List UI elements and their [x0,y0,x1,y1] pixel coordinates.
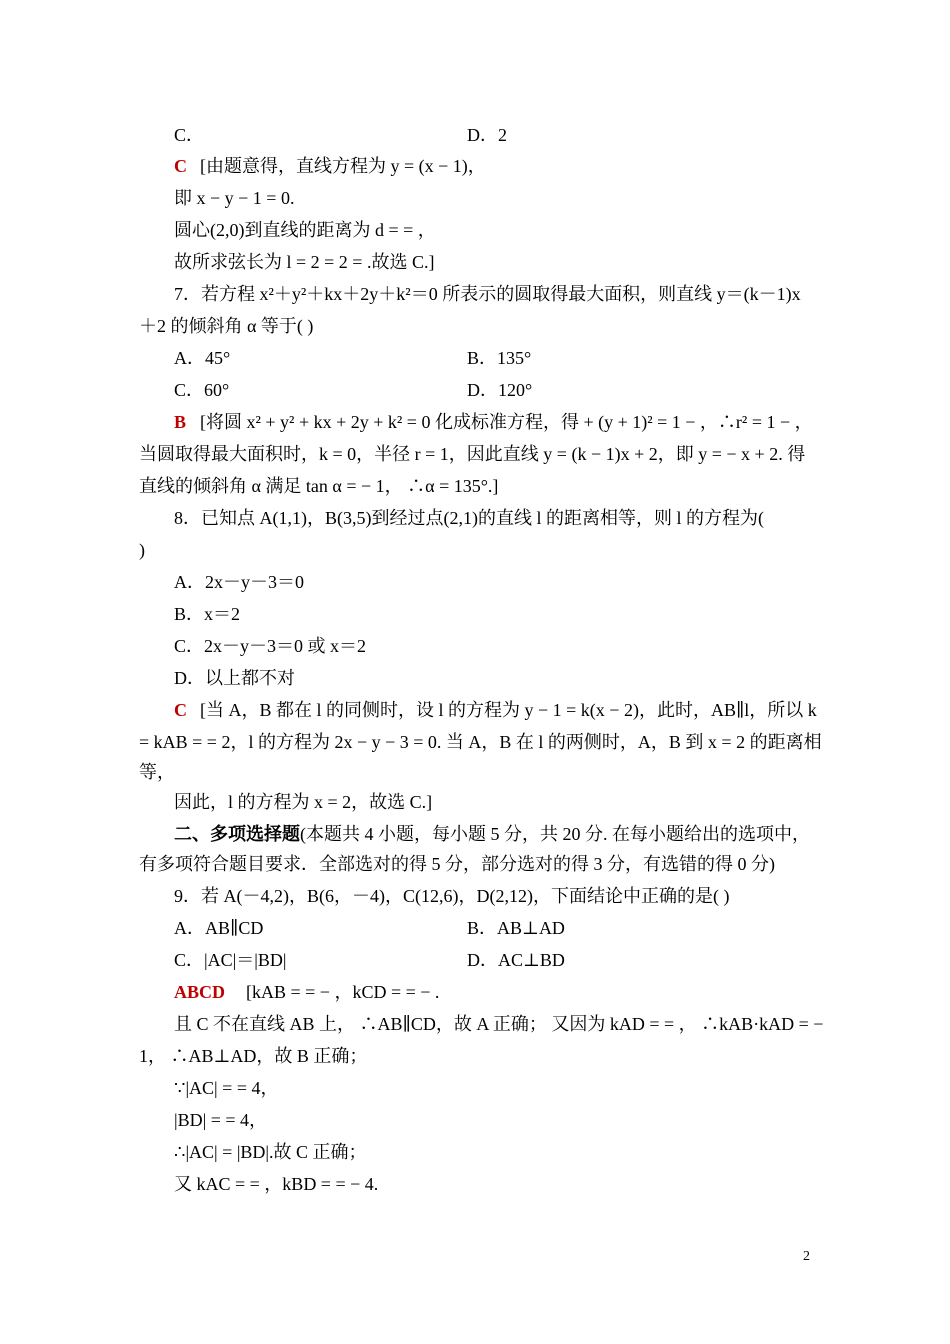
text-segment: D．120° [467,380,533,400]
text-segment: D．AC⊥BD [467,950,565,970]
text-segment: ) [139,540,145,560]
text-segment: C． [174,125,205,145]
text-line [0,120,950,150]
text-segment: 因此，l 的方程为 x = 2，故选 C.] [174,792,433,812]
text-line [0,727,950,757]
text-line [0,1073,950,1103]
text-segment: C．60° [174,380,230,400]
text-segment: 有多项符合题目要求．全部选对的得 5 分，部分选对的得 3 分，有选错的得 0 分) [139,854,775,874]
text-segment: (本题共 4 小题，每小题 5 分，共 20 分. 在每小题给出的选项中， [300,824,810,844]
text-line [0,311,950,341]
text-segment: 9．若 A(－4,2)，B(6，－4)，C(12,6)，D(2,12)，下面结论中正确的是( ) [174,886,730,906]
text-line [0,439,950,469]
text-segment: 故所求弦长为 l = 2 = 2 = .故选 C.] [174,252,435,272]
text-segment: ＋2 的倾斜角 α 等于( ) [139,316,314,336]
text-line [0,945,950,975]
text-segment: 圆心(2,0)到直线的距离为 d = = ， [174,220,436,240]
text-segment: 等， [139,762,175,782]
text-segment: 且 C 不在直线 AB 上， ∴AB∥CD，故 A 正确； 又因为 kAD = = ， ∴kAB·kAD = − [174,1014,824,1034]
text-segment: ∴|AC| = |BD|.故 C 正确； [174,1142,367,1162]
text-line [0,1137,950,1167]
text-segment: [当 A，B 都在 l 的同侧时，设 l 的方程为 y − 1 = k(x − 2)，此时，AB∥l，所以 k [200,700,817,720]
text-segment: C．2x－y－3＝0 或 x＝2 [174,636,367,656]
text-line [0,151,950,181]
text-segment: 当圆取得最大面积时，k = 0，半径 r = 1，因此直线 y = (k − 1)x + 2，即 y = − x + 2. 得 [139,444,806,464]
text-line [0,1009,950,1039]
text-line [0,849,950,879]
text-line [0,757,950,787]
text-line [0,1105,950,1135]
text-line [0,819,950,849]
text-segment: C．|AC|＝|BD| [174,950,287,970]
text-line [0,183,950,213]
text-segment: D．以上都不对 [174,668,295,688]
text-line [0,471,950,501]
text-segment: B．x＝2 [174,604,241,624]
text-line [0,695,950,725]
text-line [0,215,950,245]
text-line [0,787,950,817]
text-line [0,1041,950,1071]
text-line [0,663,950,693]
text-line [0,567,950,597]
text-line [0,407,950,437]
text-segment: 7．若方程 x²＋y²＋kx＋2y＋k²＝0 所表示的圆取得最大面积，则直线 y＝(k－1)x [174,284,801,304]
text-segment: 1， ∴AB⊥AD，故 B 正确； [139,1046,368,1066]
text-segment: 即 x − y − 1 = 0. [174,188,295,208]
text-line [0,881,950,911]
text-segment: = kAB = = 2，l 的方程为 2x − y − 3 = 0. 当 A，B 在 l 的两侧时，A，B 到 x = 2 的距离相 [139,732,822,752]
text-line [0,631,950,661]
answer-key: ABCD [174,982,226,1002]
text-line [0,535,950,565]
text-segment: A．2x－y－3＝0 [174,572,304,592]
text-segment: B．135° [467,348,532,368]
text-segment: A．AB∥CD [174,918,264,938]
text-segment: A．45° [174,348,231,368]
text-segment: [将圆 x² + y² + kx + 2y + k² = 0 化成标准方程，得 + (y + 1)² = 1 − ，∴r² = 1 − ， [200,412,813,432]
text-segment: B．AB⊥AD [467,918,565,938]
page-number: 2 [803,1249,810,1264]
text-segment: |BD| = = 4， [174,1110,268,1130]
text-segment: [由题意得，直线方程为 y = (x − 1)， [200,156,486,176]
answer-key: B [174,412,187,432]
answer-key: C [174,156,187,176]
text-segment: 8．已知点 A(1,1)，B(3,5)到经过点(2,1)的直线 l 的距离相等，则 l 的方程为( [174,508,764,528]
text-segment: [kAB = = − ，kCD = = − . [246,982,440,1002]
answer-key: C [174,700,187,720]
text-line [0,599,950,629]
section-heading: 二、多项选择题 [174,824,300,844]
text-line [0,343,950,373]
text-line [0,913,950,943]
text-line [0,1169,950,1199]
text-line [0,503,950,533]
text-segment: 又 kAC = = ，kBD = = − 4. [174,1174,379,1194]
text-segment: D．2 [467,125,507,145]
text-line [0,247,950,277]
text-line [0,375,950,405]
text-segment: 直线的倾斜角 α 满足 tan α = − 1， ∴α = 135°.] [139,476,499,496]
text-line [0,977,950,1007]
text-line [0,279,950,309]
text-segment: ∵|AC| = = 4， [174,1078,279,1098]
